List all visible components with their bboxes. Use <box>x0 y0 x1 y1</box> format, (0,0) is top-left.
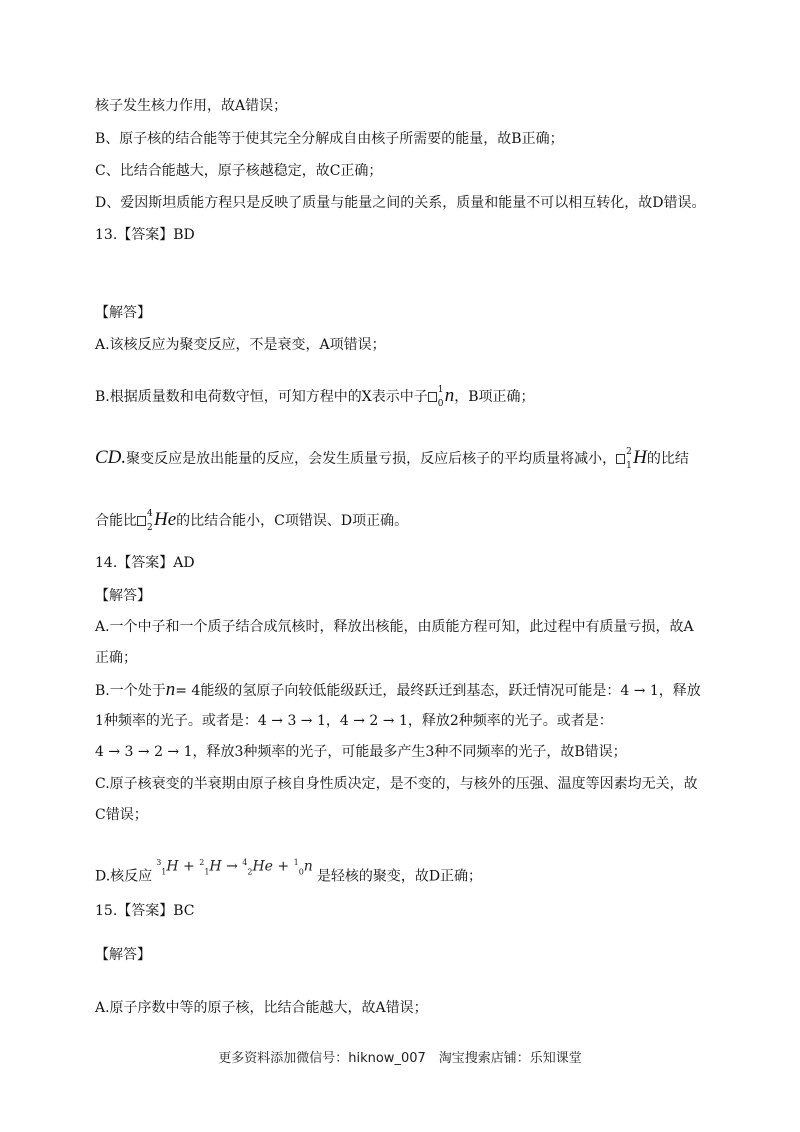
line-text: 的比结合能小，C项错误、D项正确。 <box>176 513 409 529</box>
text-line: 4 → 3 → 2 → 1，释放3种频率的光子，可能最多产生3种不同频率的光子，故B错误； <box>95 744 627 760</box>
text-line: B、原子核的结合能等于使其完全分解成自由核子所需要的能量，故B正确； <box>95 131 564 147</box>
line-text: 是轻核的聚变，故D正确； <box>316 868 483 885</box>
text-line: D、爱因斯坦质能方程只是反映了质量与能量之间的关系，质量和能量不可以相互转化，故D错误。 <box>95 195 706 211</box>
answer-13: 13.【答案】BD <box>95 227 195 243</box>
solution-heading-14: 【解答】 <box>95 588 151 604</box>
text-line: C.原子核衰变的半衰期由原子核自身性质决定，是不变的，与核外的压强、温度等因素均无关，故 <box>95 776 698 792</box>
fusion-equation: $^3_1$H + $^2_1$H → $^4_2$He + $^1_0$n <box>156 858 313 877</box>
text-line <box>95 448 689 469</box>
text-line <box>95 510 408 531</box>
line-text: 的比结 <box>646 451 689 467</box>
solution-heading-13: 【解答】 <box>95 305 151 321</box>
text-line: 核子发生核力作用，故A错误； <box>95 98 288 114</box>
text-line: A.原子序数中等的原子核，比结合能越大，故A错误； <box>95 1000 428 1016</box>
text-line <box>95 386 535 407</box>
label-cd: CD. <box>95 447 127 468</box>
solution-heading-15: 【解答】 <box>95 947 151 963</box>
text-line <box>95 680 701 701</box>
text-line: C、比结合能越大，原子核越稳定，故C正确； <box>95 163 383 179</box>
line-text: B.一个处于 <box>95 683 166 699</box>
page-footer: 更多资料添加微信号：hiknow_007 淘宝搜索店铺：乐知课堂 <box>218 1051 582 1066</box>
line-text: = 4 <box>175 683 201 699</box>
placeholder-box-icon <box>137 516 146 526</box>
answer-14: 14.【答案】AD <box>95 555 195 571</box>
line-text: B.根据质量数和电荷数守恒，可知方程中的X表示中子 <box>95 389 428 405</box>
answer-15: 15.【答案】BC <box>95 903 195 919</box>
line-text: ，B项正确； <box>454 389 535 405</box>
line-text: 聚变反应是放出能量的反应，会发生质量亏损，反应后核子的平均质量将减小， <box>126 451 617 467</box>
text-line: A.该核反应为聚变反应，不是衰变，A项错误； <box>95 337 386 353</box>
line-text: 能级的氢原子向较低能级跃迁，最终跃迁到基态，跃迁情况可能是：4 → 1，释放 <box>200 683 701 699</box>
nuclide-neutron: 1 0 n <box>437 385 455 409</box>
text-line: 1种频率的光子。或者是：4 → 3 → 1，4 → 2 → 1，释放2种频率的光子。或者是： <box>95 713 613 729</box>
placeholder-box-icon <box>428 392 437 402</box>
text-line <box>95 853 482 887</box>
text-line: 正确； <box>95 650 137 666</box>
text-line: C错误； <box>95 807 148 823</box>
nuclide-deuterium: 2 1 H <box>626 447 647 471</box>
nuclide-helium: 4 2 He <box>147 509 177 533</box>
text-line: A.一个中子和一个质子结合成氘核时，释放出核能，由质能方程可知，此过程中有质量亏损，故A <box>95 619 694 635</box>
placeholder-box-icon <box>616 454 625 464</box>
line-text: 合能比 <box>95 513 137 529</box>
symbol-n: n <box>165 679 176 700</box>
line-text: D.核反应 <box>95 868 153 885</box>
